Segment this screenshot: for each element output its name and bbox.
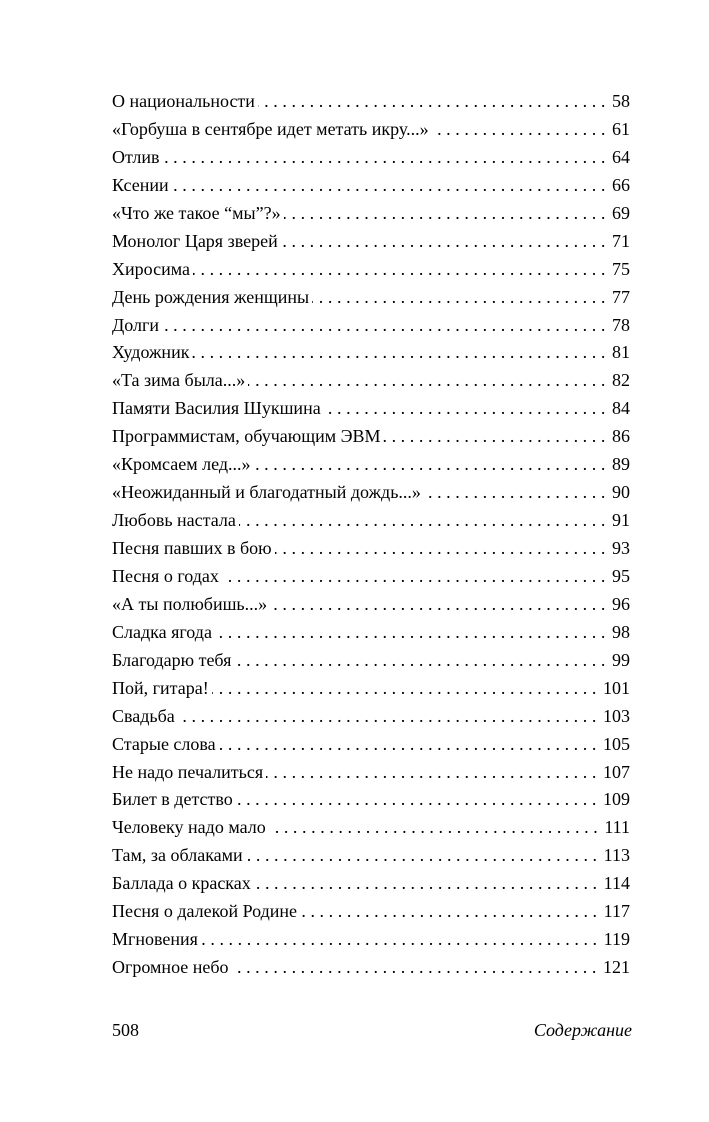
toc-entry-title: Долги [112, 314, 160, 335]
toc-entry-title: Благодарю тебя [112, 649, 232, 670]
toc-entry-title: Ксении [112, 174, 169, 195]
toc-dot-leader [254, 870, 602, 898]
toc-entry [112, 284, 630, 312]
toc-entry [112, 200, 630, 228]
toc-entry-page: 86 [612, 426, 630, 447]
toc-entry [112, 619, 630, 647]
toc-entry [112, 395, 630, 423]
toc-entry-page: 109 [603, 789, 630, 810]
toc-dot-leader [281, 228, 610, 256]
toc-entry-page: 101 [603, 677, 630, 698]
toc-entry-title: Пой, гитара! [112, 677, 209, 698]
toc-dot-leader [172, 172, 610, 200]
toc-entry [112, 814, 630, 842]
toc-entry [112, 898, 630, 926]
toc-entry [112, 535, 630, 563]
toc-entry [112, 731, 630, 759]
toc-entry-title: Песня о далекой Родине [112, 901, 298, 922]
toc-entry [112, 563, 630, 591]
toc-entry-page: 66 [612, 174, 630, 195]
toc-entry [112, 116, 630, 144]
toc-entry [112, 870, 630, 898]
toc-entry-page: 64 [612, 146, 630, 167]
toc-entry [112, 507, 630, 535]
toc-entry-page: 82 [612, 370, 630, 391]
toc-dot-leader [215, 619, 610, 647]
toc-dot-leader [269, 814, 603, 842]
toc-dot-leader [284, 200, 610, 228]
toc-entry [112, 786, 630, 814]
toc-entry-page: 103 [603, 705, 630, 726]
toc-entry [112, 954, 630, 982]
toc-dot-leader [383, 423, 610, 451]
toc-entry [112, 312, 630, 340]
toc-entry-title: Отлив [112, 146, 160, 167]
toc-entry-title: Хиросима [112, 258, 190, 279]
toc-entry [112, 228, 630, 256]
toc-entry [112, 591, 630, 619]
toc-entry-page: 90 [612, 482, 630, 503]
toc-entry-page: 113 [603, 845, 630, 866]
toc-entry-title: Песня о годах [112, 565, 219, 586]
toc-dot-leader [232, 954, 601, 982]
toc-entry-title: «Неожиданный и благодатный дождь...» [112, 482, 421, 503]
toc-dot-leader [201, 926, 602, 954]
toc-dot-leader [192, 339, 610, 367]
toc-entry-title: День рождения женщины [112, 286, 310, 307]
toc-entry-page: 98 [612, 621, 630, 642]
toc-entry-title: Билет в детство [112, 789, 233, 810]
running-footer-section: Содержание [533, 1020, 632, 1040]
toc-entry [112, 144, 630, 172]
toc-entry-page: 95 [612, 565, 630, 586]
toc-entry-page: 89 [612, 454, 630, 475]
toc-entry-page: 105 [603, 733, 630, 754]
toc-entry-page: 99 [612, 649, 630, 670]
toc-dot-leader [312, 284, 610, 312]
toc-dot-leader [432, 116, 610, 144]
toc-entry-title: «А ты полюбишь...» [112, 593, 268, 614]
toc-entry-page: 114 [603, 873, 630, 894]
toc-entry [112, 451, 630, 479]
toc-entry-page: 119 [603, 929, 630, 950]
toc-entry-page: 91 [612, 510, 630, 531]
toc-entry [112, 675, 630, 703]
toc-entry-title: Любовь настала [112, 510, 236, 531]
toc-entry [112, 479, 630, 507]
toc-entry-title: Монолог Царя зверей [112, 230, 278, 251]
toc-entry-page: 61 [612, 118, 630, 139]
toc-dot-leader [212, 675, 601, 703]
toc-entry-page: 69 [612, 202, 630, 223]
toc-entry [112, 367, 630, 395]
toc-entry-title: Не надо печалиться [112, 761, 264, 782]
toc-entry [112, 647, 630, 675]
toc-dot-leader [193, 256, 610, 284]
toc-dot-leader [248, 367, 610, 395]
toc-entry-page: 58 [612, 91, 630, 111]
toc-dot-leader [239, 507, 610, 535]
toc-dot-leader [270, 591, 610, 619]
toc-entry-page: 117 [603, 901, 630, 922]
toc-entry-title: Баллада о красках [112, 873, 251, 894]
toc-entry-title: Огромное небо [112, 957, 229, 978]
toc-entry [112, 88, 630, 116]
toc-entry-title: «Что же такое “мы”?» [112, 202, 281, 223]
toc-entry-page: 121 [603, 957, 630, 978]
toc-entry-page: 111 [604, 817, 630, 838]
toc-dot-leader [300, 898, 602, 926]
toc-entry-page: 93 [612, 538, 630, 558]
toc-dot-leader [324, 395, 610, 423]
toc-entry-page: 84 [612, 398, 630, 419]
toc-entry-title: Свадьба [112, 705, 175, 726]
toc-entry-title: Памяти Василия Шукшина [112, 398, 321, 419]
toc-entry-page: 71 [612, 230, 630, 251]
toc-dot-leader [222, 563, 610, 591]
toc-dot-leader [178, 703, 601, 731]
toc-entry-page: 78 [612, 314, 630, 335]
toc-entry [112, 842, 630, 870]
toc-entry [112, 256, 630, 284]
toc-dot-leader [236, 786, 601, 814]
toc-dot-leader [266, 759, 601, 787]
toc-entry-title: Песня павших в бою [112, 538, 272, 558]
toc-dot-leader [219, 731, 601, 759]
toc-entry-title: Мгновения [112, 929, 198, 950]
toc-entry [112, 759, 630, 787]
toc-entry-title: Художник [112, 342, 190, 363]
toc-entry-title: Старые слова [112, 733, 216, 754]
toc-entry-page: 77 [612, 286, 630, 307]
toc-dot-leader [162, 312, 610, 340]
toc-entry [112, 339, 630, 367]
toc-entry-title: О национальности [112, 91, 255, 111]
toc-entry-title: Сладка ягода [112, 621, 212, 642]
toc-entry [112, 926, 630, 954]
toc-entry-page: 75 [612, 258, 630, 279]
toc-dot-leader [275, 535, 610, 563]
toc-entry-page: 107 [603, 761, 630, 782]
toc-entry-title: «Та зима была...» [112, 370, 246, 391]
toc-entry [112, 703, 630, 731]
page-footer [112, 1018, 632, 1042]
toc-entry-title: «Кромсаем лед...» [112, 454, 251, 475]
toc-dot-leader [246, 842, 602, 870]
toc-entry-title: «Горбуша в сентябре идет метать икру...» [112, 118, 429, 139]
toc-dot-leader [258, 88, 610, 116]
toc-dot-leader [424, 479, 610, 507]
page-number: 508 [112, 1020, 139, 1040]
table-of-contents [112, 88, 630, 982]
toc-dot-leader [234, 647, 610, 675]
toc-entry-title: Там, за облаками [112, 845, 243, 866]
toc-dot-leader [163, 144, 610, 172]
toc-entry-title: Человеку надо мало [112, 817, 266, 838]
toc-entry-page: 96 [612, 593, 630, 614]
toc-entry [112, 172, 630, 200]
toc-entry [112, 423, 630, 451]
toc-entry-page: 81 [612, 342, 630, 363]
toc-entry-title: Программистам, обучающим ЭВМ [112, 426, 381, 447]
toc-dot-leader [254, 451, 610, 479]
